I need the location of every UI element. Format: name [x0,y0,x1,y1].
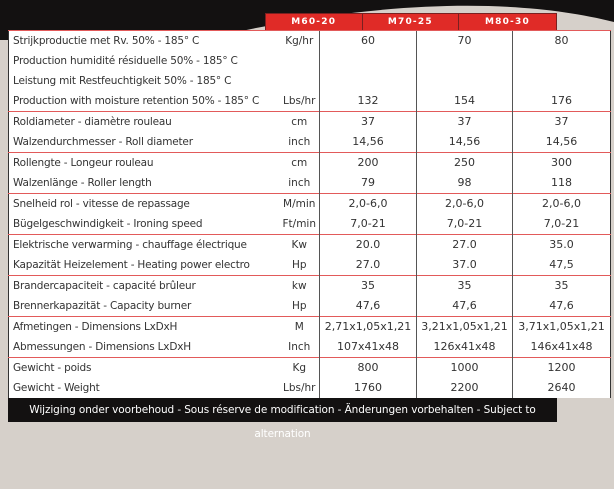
spec-unit: inch [288,177,311,189]
model-header-row [8,13,557,30]
spec-value: 154 [417,91,513,112]
table-row [9,337,611,358]
spec-unit: Hp [291,259,307,271]
spec-unit: inch [288,136,311,148]
spec-value: 79 [320,173,417,194]
spec-label: Leistung mit Restfeuchtigkeit 50% - 185° C [13,75,232,87]
spec-value: 132 [320,91,417,112]
model-header: M70-25 [362,13,458,30]
spec-unit: kw [280,276,320,297]
spec-value: 300 [513,153,611,174]
spec-value: 2,0-6,0 [320,194,417,215]
spec-value: 37 [513,112,611,133]
spec-label: Brandercapaciteit - capacité brûleur [9,276,280,297]
table-row [9,91,611,112]
spec-unit: cm [280,112,320,133]
model-header: M60-20 [265,13,362,30]
spec-label: Roldiameter - diamètre rouleau [9,112,280,133]
spec-value: 47,6 [417,296,513,317]
spec-value: 1000 [417,358,513,379]
table-row [9,194,611,215]
spec-value: 2,71x1,05x1,21 [320,317,417,338]
table-row [9,173,611,194]
spec-label: Elektrische verwarming - chauffage électrique [9,235,280,256]
spec-value [417,71,513,91]
table-row [9,317,611,338]
spec-unit: Kg [280,358,320,379]
disclaimer-footer: Wijziging onder voorbehoud - Sous réserve de modification - Änderungen vorbehalten - Subject to alternation [8,398,557,422]
spec-value: 2640 [513,378,611,398]
spec-value: 3,71x1,05x1,21 [513,317,611,338]
spec-value: 27.0 [417,235,513,256]
spec-value: 37.0 [417,255,513,276]
table-row [9,31,611,52]
spec-value: 7,0-21 [513,214,611,235]
spec-unit: Kw [280,235,320,256]
table-row [9,112,611,133]
table-row [9,214,611,235]
spec-value: 176 [513,91,611,112]
spec-value: 7,0-21 [417,214,513,235]
model-header: M80-30 [458,13,557,30]
spec-value: 2200 [417,378,513,398]
spec-value: 35 [320,276,417,297]
spec-label: Walzendurchmesser - Roll diameter [13,136,193,148]
table-row [9,51,611,71]
spec-unit: M [280,317,320,338]
table-row [9,296,611,317]
spec-value: 1200 [513,358,611,379]
table-row [9,378,611,398]
spec-value: 20.0 [320,235,417,256]
spec-label: Walzenlänge - Roller length [13,177,152,189]
spec-label: Abmessungen - Dimensions LxDxH [13,341,191,353]
spec-value: 37 [320,112,417,133]
spec-value: 35.0 [513,235,611,256]
spec-unit: cm [280,153,320,174]
spec-unit: M/min [280,194,320,215]
spec-label: Gewicht - Weight [13,382,100,394]
spec-value [513,51,611,71]
spec-value: 200 [320,153,417,174]
table-row [9,153,611,174]
spec-value: 1760 [320,378,417,398]
spec-value: 70 [417,31,513,52]
spec-label: Rollengte - Longeur rouleau [9,153,280,174]
spec-value: 2,0-6,0 [417,194,513,215]
spec-value: 14,56 [417,132,513,153]
spec-label: Bügelgeschwindigkeit - Ironing speed [13,218,203,230]
spec-value: 27.0 [320,255,417,276]
spec-unit: Inch [288,341,311,353]
spec-label: Production humidité résiduelle 50% - 185° C [13,55,238,67]
table-row [9,132,611,153]
spec-unit [280,71,320,91]
spec-value: 2,0-6,0 [513,194,611,215]
spec-value: 800 [320,358,417,379]
spec-value: 3,21x1,05x1,21 [417,317,513,338]
spec-unit: Lbs/hr [283,382,316,394]
spec-value: 35 [513,276,611,297]
spec-value: 98 [417,173,513,194]
table-row [9,71,611,91]
spec-label: Afmetingen - Dimensions LxDxH [9,317,280,338]
table-row [9,358,611,379]
spec-unit: Hp [291,300,307,312]
spec-label: Brennerkapazität - Capacity burner [13,300,192,312]
spec-value: 60 [320,31,417,52]
spec-value: 14,56 [513,132,611,153]
table-row [9,235,611,256]
spec-value: 7,0-21 [320,214,417,235]
spec-value: 35 [417,276,513,297]
spec-unit: Lbs/hr [283,95,316,107]
spec-sheet [8,13,605,440]
spec-unit: Kg/hr [280,31,320,52]
spec-value: 107x41x48 [320,337,417,358]
spec-value [513,71,611,91]
spec-unit: Ft/min [282,218,316,230]
spec-label: Snelheid rol - vitesse de repassage [9,194,280,215]
spec-label: Kapazität Heizelement - Heating power electro [13,259,250,271]
spec-label: Production with moisture retention 50% - 185° C [13,95,260,107]
spec-value [417,51,513,71]
spec-value: 14,56 [320,132,417,153]
spec-value: 80 [513,31,611,52]
spec-value: 37 [417,112,513,133]
spec-value: 47,6 [320,296,417,317]
spec-unit [280,51,320,71]
spec-value [320,51,417,71]
spec-label: Gewicht - poids [9,358,280,379]
spec-value: 47,5 [513,255,611,276]
spec-value: 118 [513,173,611,194]
spec-value: 250 [417,153,513,174]
table-row [9,255,611,276]
spec-value: 146x41x48 [513,337,611,358]
table-row [9,276,611,297]
spec-label: Strijkproductie met Rv. 50% - 185° C [9,31,280,52]
spec-value: 126x41x48 [417,337,513,358]
spec-value: 47,6 [513,296,611,317]
spec-table [8,30,611,398]
spec-value [320,71,417,91]
